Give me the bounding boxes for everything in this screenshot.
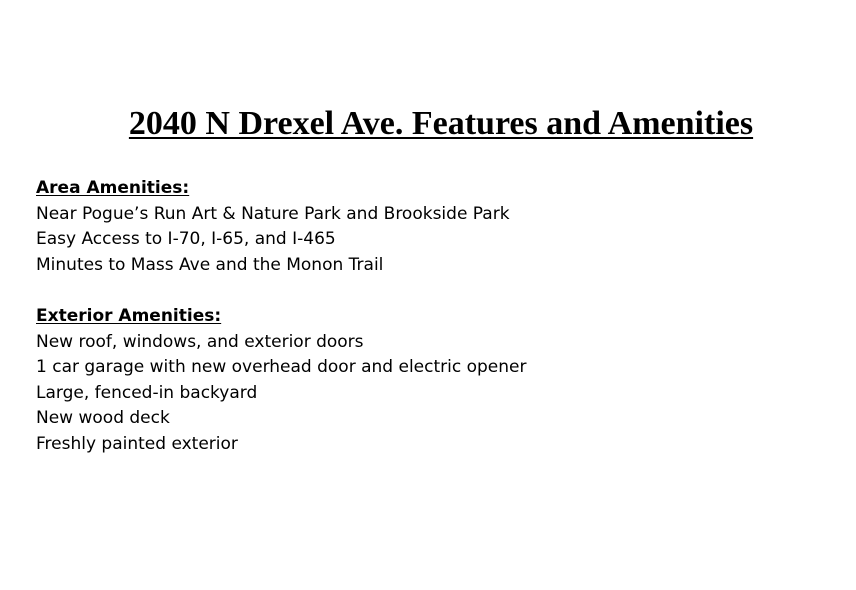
list-item: 1 car garage with new overhead door and electric opener bbox=[36, 357, 527, 378]
section-heading: Area Amenities: bbox=[36, 178, 190, 198]
section-area-amenities bbox=[36, 176, 526, 278]
section-heading: Exterior Amenities: bbox=[36, 305, 222, 326]
list-item: Freshly painted exterior bbox=[36, 433, 238, 454]
list-item: Easy Access to I-70, I-65, and I-465 bbox=[36, 229, 336, 250]
list-item: New roof, windows, and exterior doors bbox=[36, 331, 364, 352]
list-item: New wood deck bbox=[36, 408, 170, 429]
list-item: Large, fenced-in backyard bbox=[36, 382, 258, 403]
section-exterior-amenities bbox=[36, 304, 526, 458]
list-item: Minutes to Mass Ave and the Monon Trail bbox=[36, 254, 384, 275]
page-title: 2040 N Drexel Ave. Features and Amenities bbox=[128, 105, 754, 142]
list-item: Near Pogue’s Run Art & Nature Park and Brookside Park bbox=[36, 203, 510, 224]
document-body bbox=[36, 176, 526, 458]
